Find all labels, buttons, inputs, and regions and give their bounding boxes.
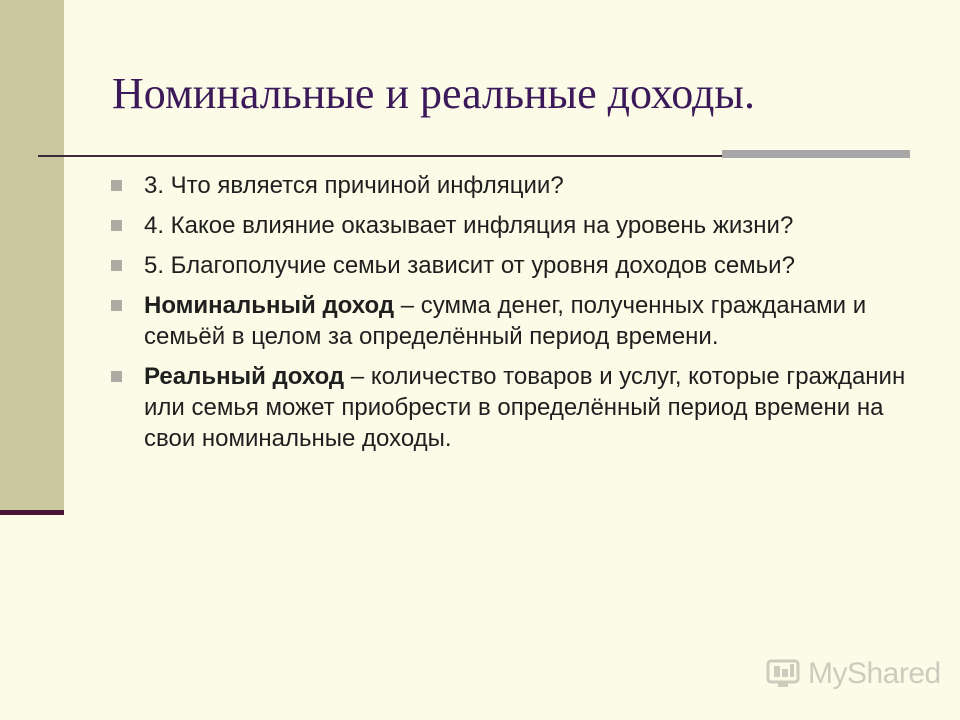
left-decorative-band <box>0 0 64 510</box>
slide-title: Номинальные и реальные доходы. <box>112 69 755 118</box>
bullet-text: 5. Благополучие семьи зависит от уровня доходов семьи? <box>144 252 795 279</box>
myshared-watermark <box>766 656 941 692</box>
bullet-item-nominal-income <box>108 290 908 352</box>
bullet-text: 3. Что является причиной инфляции? <box>144 172 564 199</box>
myshared-logo-icon <box>766 658 802 690</box>
bullet-item-question-3 <box>108 170 908 201</box>
definition-real-income: – количество товаров и услуг, которые гражданин или семья может приобрести в определённый период времени на свои номинальные доходы. <box>144 363 906 452</box>
square-bullet-icon <box>111 300 122 311</box>
term-real-income: Реальный доход <box>144 363 345 390</box>
left-decorative-rule <box>0 510 64 515</box>
square-bullet-icon <box>111 220 122 231</box>
square-bullet-icon <box>111 260 122 271</box>
square-bullet-icon <box>111 180 122 191</box>
title-underline-accent <box>722 150 910 158</box>
square-bullet-icon <box>111 371 122 382</box>
bullet-item-question-5 <box>108 250 908 281</box>
bullet-list <box>108 170 908 463</box>
bullet-item-question-4 <box>108 210 908 241</box>
watermark-text: MyShared <box>808 657 941 690</box>
term-nominal-income: Номинальный доход <box>144 292 395 319</box>
bullet-item-real-income <box>108 361 908 454</box>
bullet-text: 4. Какое влияние оказывает инфляция на уровень жизни? <box>144 212 794 239</box>
definition-nominal-income: – сумма денег, полученных гражданами и семьёй в целом за определённый период времени. <box>144 292 867 350</box>
